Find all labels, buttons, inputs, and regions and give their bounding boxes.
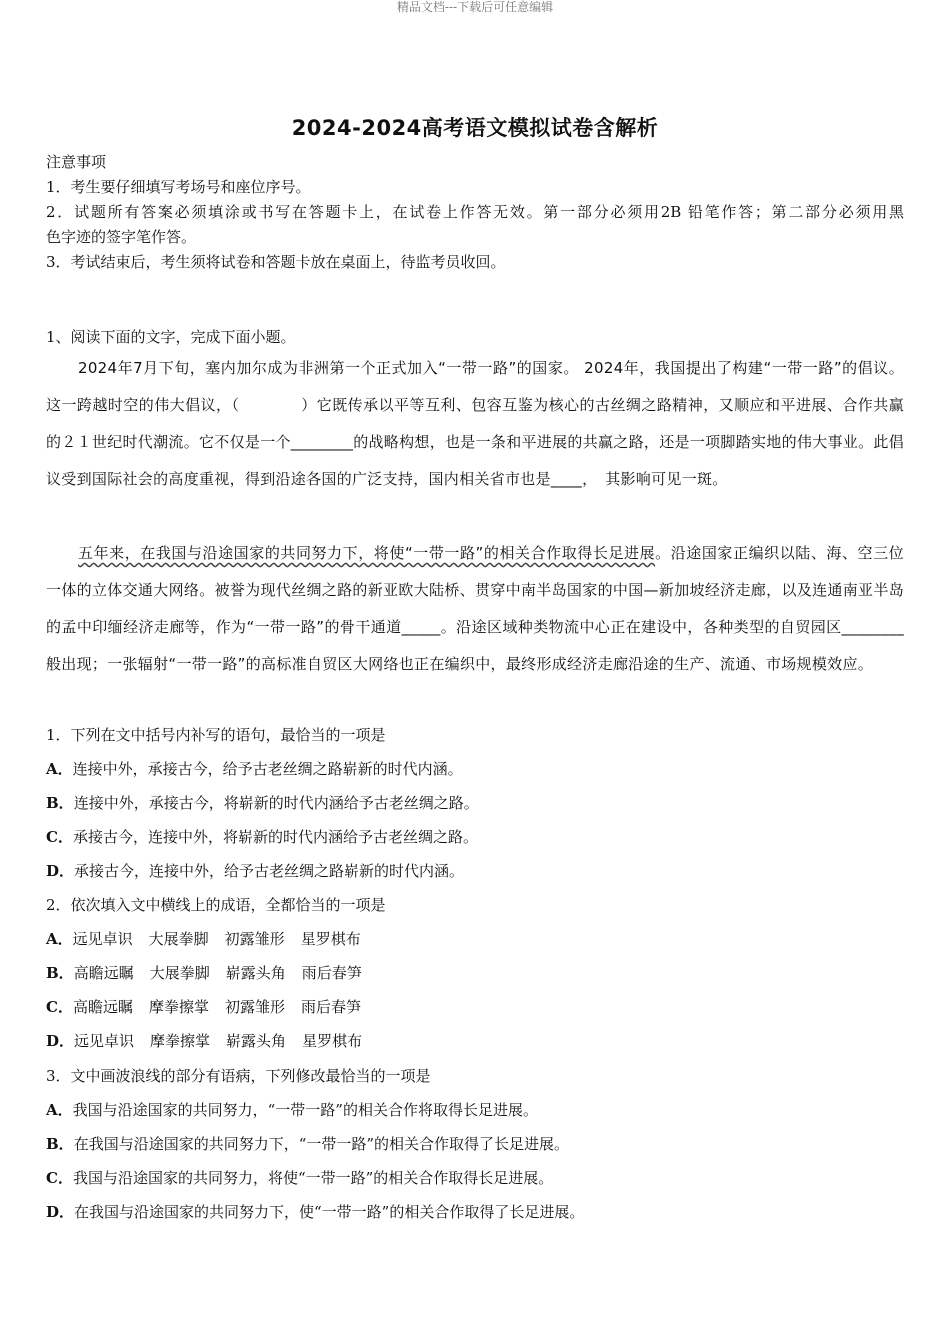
question-2-option-d — [46, 1031, 378, 1051]
paragraph-2-rest: 。沿途国家正编织以陆、海、空三位一体的立体交通大网络。被誉为现代丝绸之路的新亚欧大陆桥、贯穿中南半岛国家的中国—新加坡经济走廊，以及连通南亚半岛的孟中印缅经济走廊等，作为“一带一路”的骨干通道_____。沿途区域种类物流中心正在建设中，各种类型的自贸园区________般出现；一张辐射“一带一路”的高标准自贸区大网络也正在编织中，最终形成经济走廊沿途的生产、流通、市场规模效应。 — [46, 544, 904, 673]
idiom: 大展拳脚 — [149, 964, 210, 982]
option-letter: C． — [46, 1169, 73, 1187]
question-3-stem: 3．文中画波浪线的部分有语病，下列修改最恰当的一项是 — [46, 1067, 431, 1085]
reading-paragraph-2 — [46, 535, 904, 683]
option-letter: A． — [46, 1101, 73, 1119]
question-1-option-d — [46, 861, 464, 881]
idiom: 高瞻远瞩 — [73, 964, 134, 982]
idiom: 崭露头角 — [225, 964, 286, 982]
option-text: 连接中外，承接古今，将崭新的时代内涵给予古老丝绸之路。 — [73, 794, 479, 812]
option-letter: A． — [46, 930, 73, 948]
document-title: 2024-2024高考语文模拟试卷含解析 — [291, 116, 659, 140]
option-letter: D． — [46, 1032, 75, 1050]
option-letter: A． — [46, 760, 73, 778]
page-header-note: 精品文档---下载后可任意编辑 — [396, 0, 554, 14]
option-text: 我国与沿途国家的共同努力，将使“一带一路”的相关合作取得长足进展。 — [72, 1169, 554, 1187]
option-letter: C． — [46, 998, 73, 1016]
option-letter: C． — [46, 828, 73, 846]
option-text: 承接古今，连接中外，将崭新的时代内涵给予古老丝绸之路。 — [72, 828, 478, 846]
option-text: 我国与沿途国家的共同努力，“一带一路”的相关合作将取得长足进展。 — [72, 1101, 538, 1119]
question-2-option-a — [46, 929, 377, 949]
option-letter: B． — [46, 964, 74, 982]
question-3-option-c — [46, 1168, 553, 1188]
idiom: 崭露头角 — [226, 1032, 287, 1050]
idiom: 摩拳擦掌 — [150, 1032, 211, 1050]
idiom: 远见卓识 — [74, 1032, 135, 1050]
question-1-stem: 1．下列在文中括号内补写的语句，最恰当的一项是 — [46, 726, 386, 744]
question-2-stem: 2．依次填入文中横线上的成语，全都恰当的一项是 — [46, 896, 386, 914]
question-1-option-b — [46, 793, 479, 813]
option-text: 承接古今，连接中外，给予古老丝绸之路崭新的时代内涵。 — [74, 862, 465, 880]
option-letter: D． — [46, 862, 75, 880]
notice-item-2: 2．试题所有答案必须填涂或书写在答题卡上，在试卷上作答无效。第一部分必须用2B 铅笔作答；第二部分必须用黑 — [46, 203, 904, 221]
notice-item-1: 1．考生要仔细填写考场号和座位序号。 — [46, 178, 311, 196]
question-3-option-a — [46, 1100, 538, 1120]
idiom: 雨后春笋 — [301, 998, 362, 1016]
idiom: 星罗棋布 — [302, 1032, 363, 1050]
idiom: 星罗棋布 — [300, 930, 361, 948]
option-letter: B． — [46, 1135, 74, 1153]
question-3-option-b — [46, 1134, 569, 1154]
notice-item-2-cont: 色字迹的签字笔作答。 — [46, 228, 197, 246]
option-letter: B． — [46, 794, 74, 812]
notice-heading: 注意事项 — [46, 153, 107, 171]
idiom: 初露雏形 — [224, 930, 285, 948]
idiom: 雨后春笋 — [301, 964, 362, 982]
option-text: 在我国与沿途国家的共同努力下，使“一带一路”的相关合作取得了长足进展。 — [74, 1203, 585, 1221]
idiom: 远见卓识 — [72, 930, 133, 948]
notice-item-3: 3．考试结束后，考生须将试卷和答题卡放在桌面上，待监考员收回。 — [46, 253, 506, 271]
option-text: 在我国与沿途国家的共同努力下，“一带一路”的相关合作取得了长足进展。 — [73, 1135, 570, 1153]
question-2-option-b — [46, 963, 378, 983]
idiom: 大展拳脚 — [148, 930, 209, 948]
reading-paragraph-1: 2024年7月下旬，塞内加尔成为非洲第一个正式加入“一带一路”的国家。 2024年，我国提出了构建“一带一路”的倡议。这一跨越时空的伟大倡议，（ ）它既传承以平等互利、包容互鉴为核心的古丝绸之路精神，又顺应和平进展、合作共赢的２１世纪时代潮流。它不仅是一个________的战略构想，也是一条和平进展的共赢之路，还是一项脚踏实地的伟大事业。此倡议受到国际社会的高度重视，得到沿途各国的广泛支持，国内相关省市也是____， 其影响可见一斑。 — [46, 359, 905, 488]
question-1-option-a — [46, 759, 463, 779]
idiom: 初露雏形 — [224, 998, 285, 1016]
question-2-option-c — [46, 997, 377, 1017]
idiom: 高瞻远瞩 — [72, 998, 133, 1016]
question-1-option-c — [46, 827, 478, 847]
idiom: 摩拳擦掌 — [148, 998, 209, 1016]
wavy-underlined-sentence: 五年来，在我国与沿途国家的共同努力下，将使“一带一路”的相关合作取得长足进展 — [78, 544, 656, 562]
section-prompt: 1、阅读下面的文字，完成下面小题。 — [46, 328, 296, 346]
question-3-option-d — [46, 1202, 584, 1222]
option-text: 连接中外，承接古今，给予古老丝绸之路崭新的时代内涵。 — [72, 760, 463, 778]
option-letter: D． — [46, 1203, 75, 1221]
